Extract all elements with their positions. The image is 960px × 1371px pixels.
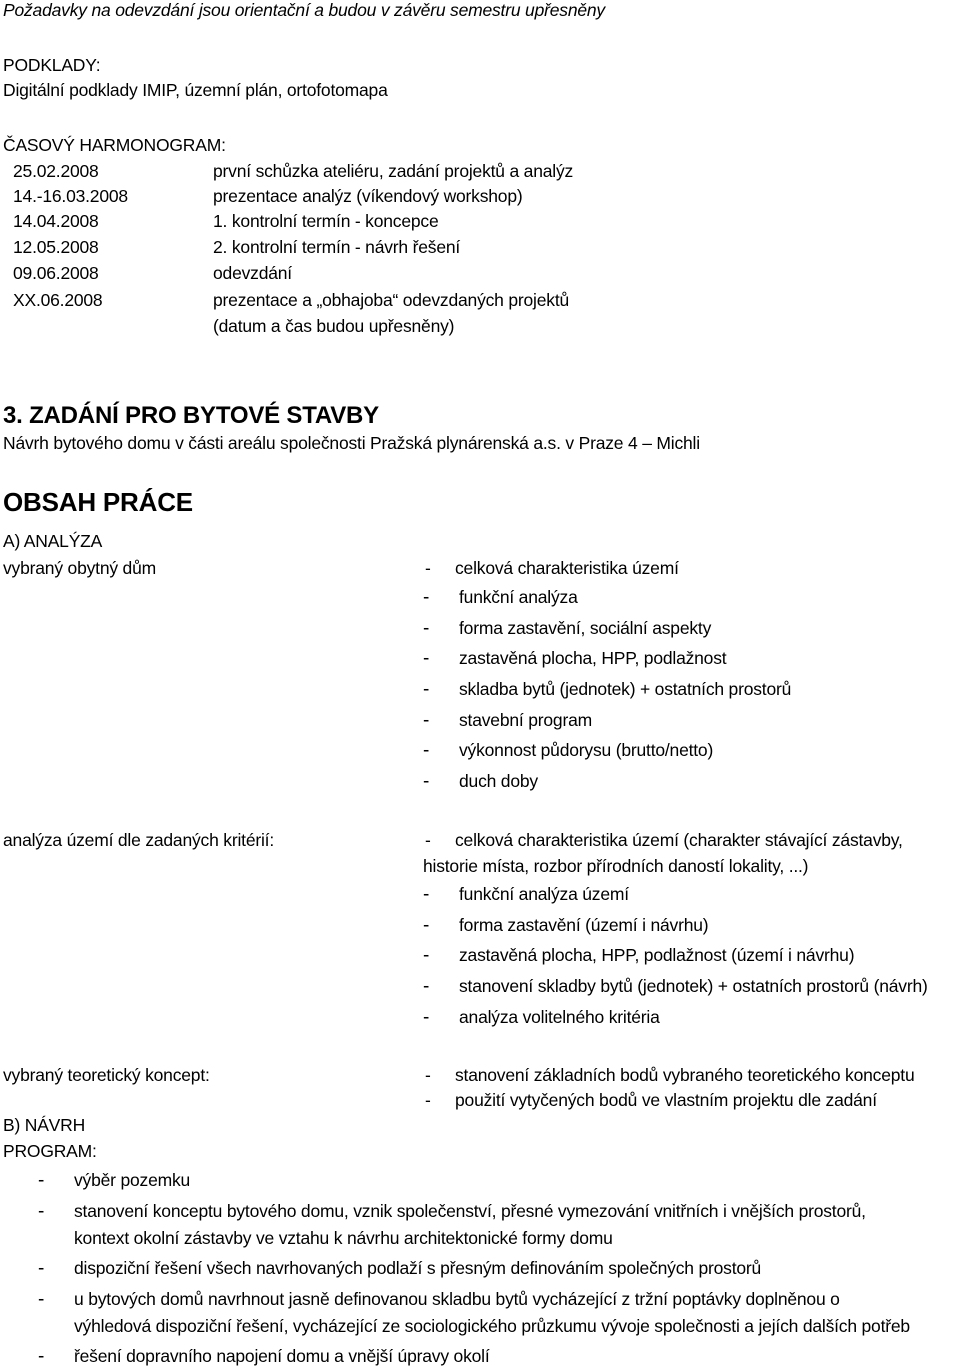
list-dash: -	[423, 1007, 430, 1028]
list-dash: -	[425, 1090, 431, 1110]
schedule-event: 2. kontrolní termín - návrh řešení	[213, 237, 461, 257]
list-item: celková charakteristika území	[455, 558, 679, 578]
program-item-continuation: výhledová dispoziční řešení, vycházející ze sociologického průzkumu vývoje společnosti a jejích dalších potřeb	[74, 1316, 910, 1336]
list-item: celková charakteristika území (charakter stávající zástavby,	[455, 830, 903, 850]
dum-label: vybraný obytný dům	[3, 558, 157, 578]
program-item: stanovení konceptu bytového domu, vznik společenství, přesné vymezování vnitřních i vnějších prostorů,	[74, 1201, 866, 1221]
analyza-heading: A) ANALÝZA	[3, 531, 103, 551]
schedule-date: 25.02.2008	[13, 161, 99, 181]
obsah-heading: OBSAH PRÁCE	[3, 487, 193, 517]
program-item: řešení dopravního napojení domu a vnější úpravy okolí	[74, 1346, 490, 1366]
podklady-text: Digitální podklady IMIP, územní plán, ortofotomapa	[3, 80, 388, 100]
list-item: forma zastavění (území i návrhu)	[459, 915, 709, 935]
list-dash: -	[425, 558, 431, 578]
schedule-date: XX.06.2008	[13, 290, 103, 310]
schedule-date: 09.06.2008	[13, 263, 99, 283]
list-dash: -	[423, 976, 430, 997]
list-item: zastavěná plocha, HPP, podlažnost	[459, 648, 727, 668]
intro-note: Požadavky na odevzdání jsou orientační a budou v závěru semestru upřesněny	[3, 0, 605, 20]
program-item: u bytových domů navrhnout jasně definovanou skladbu bytů vycházející z tržní poptávky doplněnou o	[74, 1289, 840, 1309]
list-dash: -	[38, 1201, 45, 1222]
list-item: použití vytyčených bodů ve vlastním projektu dle zadání	[455, 1090, 877, 1110]
list-item: stavební program	[459, 710, 592, 730]
list-dash: -	[423, 945, 430, 966]
list-dash: -	[38, 1289, 45, 1310]
schedule-date: 14.04.2008	[13, 211, 99, 231]
list-item: funkční analýza	[459, 587, 578, 607]
schedule-event: prezentace analýz (víkendový workshop)	[213, 186, 523, 206]
list-dash: -	[423, 915, 430, 936]
list-dash: -	[423, 587, 430, 608]
list-item: zastavěná plocha, HPP, podlažnost (území i návrhu)	[459, 945, 855, 965]
section-heading: 3. ZADÁNÍ PRO BYTOVÉ STAVBY	[3, 402, 379, 429]
schedule-event: první schůzka ateliéru, zadání projektů a analýz	[213, 161, 574, 181]
list-dash: -	[425, 830, 431, 850]
list-dash: -	[425, 1065, 431, 1085]
list-item: stanovení skladby bytů (jednotek) + ostatních prostorů (návrh)	[459, 976, 928, 996]
list-item: funkční analýza území	[459, 884, 629, 904]
schedule-event: 1. kontrolní termín - koncepce	[213, 211, 439, 231]
schedule-date: 12.05.2008	[13, 237, 99, 257]
koncept-label: vybraný teoretický koncept:	[3, 1065, 210, 1085]
program-item: výběr pozemku	[74, 1170, 191, 1190]
list-dash: -	[423, 771, 430, 792]
schedule-note: (datum a čas budou upřesněny)	[213, 316, 455, 336]
list-item: analýza volitelného kritéria	[459, 1007, 660, 1027]
section-subtitle: Návrh bytového domu v části areálu společnosti Pražská plynárenská a.s. v Praze 4 – Michli	[3, 433, 700, 453]
program-item: dispoziční řešení všech navrhovaných podlaží s přesným definováním společných prostorů	[74, 1258, 762, 1278]
schedule-date: 14.-16.03.2008	[13, 186, 128, 206]
schedule-event: prezentace a „obhajoba“ odevzdaných projektů	[213, 290, 570, 310]
list-dash: -	[423, 884, 430, 905]
list-dash: -	[423, 618, 430, 639]
list-dash: -	[423, 648, 430, 669]
list-item: výkonnost půdorysu (brutto/netto)	[459, 740, 714, 760]
program-item-continuation: kontext okolní zástavby ve vztahu k návrhu architektonické formy domu	[74, 1228, 613, 1248]
list-dash: -	[38, 1346, 45, 1367]
program-heading: PROGRAM:	[3, 1141, 97, 1161]
list-dash: -	[423, 740, 430, 761]
list-item: stanovení základních bodů vybraného teoretického konceptu	[455, 1065, 915, 1085]
list-dash: -	[38, 1258, 45, 1279]
list-dash: -	[423, 710, 430, 731]
navrh-heading: B) NÁVRH	[3, 1115, 86, 1135]
uzemi-label: analýza území dle zadaných kritérií:	[3, 830, 274, 850]
schedule-event: odevzdání	[213, 263, 292, 283]
podklady-heading: PODKLADY:	[3, 55, 101, 75]
list-item: skladba bytů (jednotek) + ostatních prostorů	[459, 679, 792, 699]
list-item: duch doby	[459, 771, 538, 791]
list-item-continuation: historie místa, rozbor přírodních daností lokality, ...)	[423, 856, 809, 876]
list-item: forma zastavění, sociální aspekty	[459, 618, 712, 638]
list-dash: -	[38, 1170, 45, 1191]
list-dash: -	[423, 679, 430, 700]
harmonogram-heading: ČASOVÝ HARMONOGRAM:	[3, 135, 226, 155]
